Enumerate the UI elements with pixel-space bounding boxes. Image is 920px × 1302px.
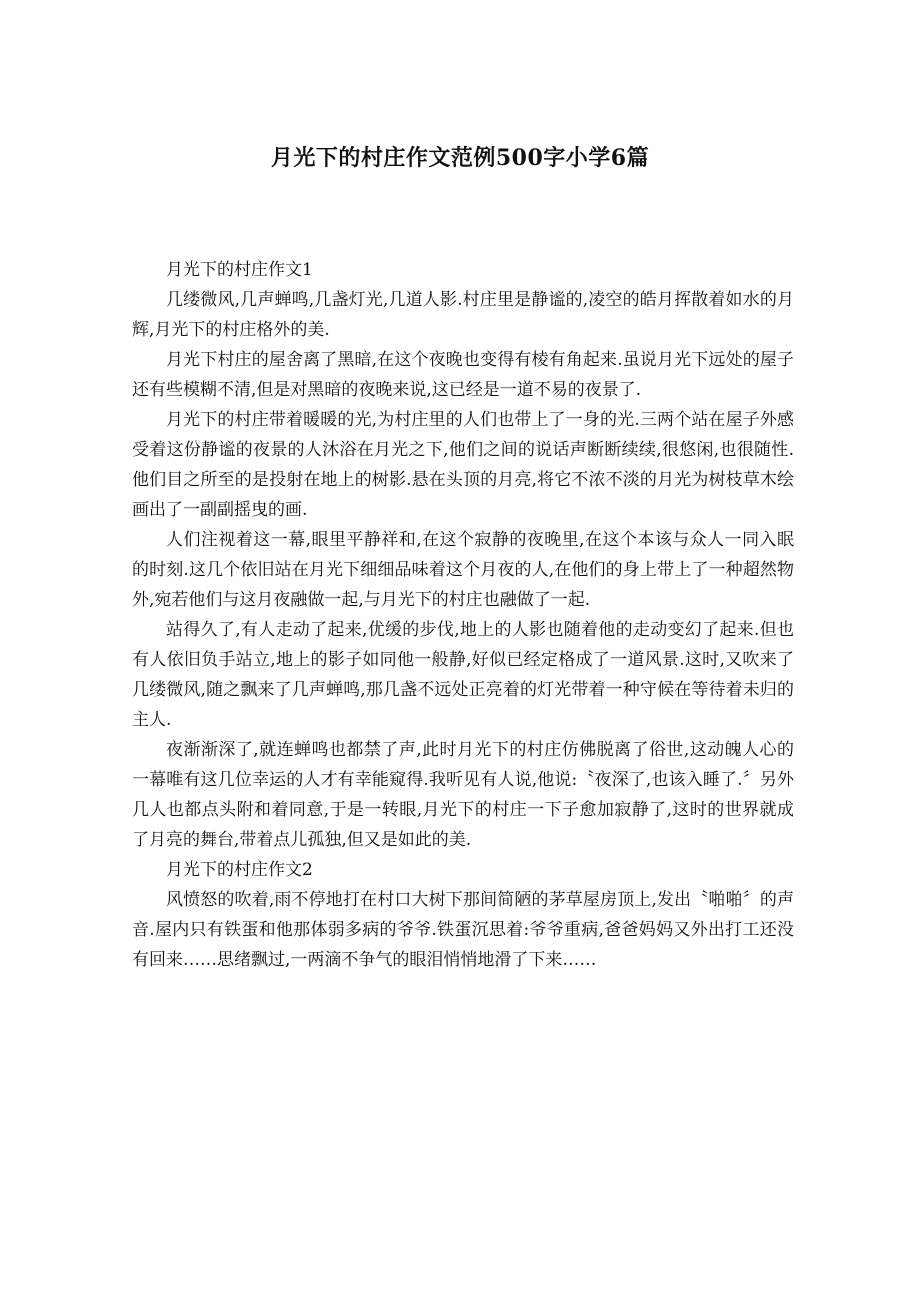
- paragraph: 站得久了,有人走动了起来,优缓的步伐,地上的人影也随着他的走动变幻了起来.但也有人依旧负手站立,地上的影子如同他一般静,好似已经定格成了一道风景.这时,又吹来了几缕微风,随之飘来了几声蝉鸣,那几盏不远处正亮着的灯光带着一种守候在等待着未归的主人.: [132, 620, 794, 730]
- document-title: 月光下的村庄作文范例500字小学6篇: [270, 145, 650, 171]
- section-heading: 月光下的村庄作文1: [166, 260, 313, 280]
- paragraph: 人们注视着这一幕,眼里平静祥和,在这个寂静的夜晚里,在这个本该与众人一同入眠的时刻.这几个依旧站在月光下细细品味着这个月夜的人,在他们的身上带上了一种超然物外,宛若他们与这月夜融做一起,与月光下的村庄也融做了一起.: [132, 530, 794, 610]
- document-body: [132, 255, 794, 975]
- paragraph: 夜渐渐深了,就连蝉鸣也都禁了声,此时月光下的村庄仿佛脱离了俗世,这动魄人心的一幕唯有这几位幸运的人才有幸能窥得.我听见有人说,他说:〝夜深了,也该入睡了.〞另外几人也都点头附和着同意,于是一转眼,月光下的村庄一下子愈加寂静了,这时的世界就成了月亮的舞台,带着点儿孤独,但又是如此的美.: [132, 740, 794, 850]
- paragraph: 风愤怒的吹着,雨不停地打在村口大树下那间简陋的茅草屋房顶上,发出〝啪啪〞的声音.屋内只有铁蛋和他那体弱多病的爷爷.铁蛋沉思着:爷爷重病,爸爸妈妈又外出打工还没有回来……思绪飘过,一两滴不争气的眼泪悄悄地滑了下来……: [132, 890, 794, 970]
- paragraph: 月光下的村庄带着暖暖的光,为村庄里的人们也带上了一身的光.三两个站在屋子外感受着这份静谧的夜景的人沐浴在月光之下,他们之间的说话声断断续续,很悠闲,也很随性.他们目之所至的是投射在地上的树影.悬在头顶的月亮,将它不浓不淡的月光为树枝草木绘画出了一副副摇曳的画.: [132, 410, 794, 520]
- paragraph: 几缕微风,几声蝉鸣,几盏灯光,几道人影.村庄里是静谧的,凌空的皓月挥散着如水的月辉,月光下的村庄格外的美.: [132, 290, 794, 340]
- paragraph: 月光下村庄的屋舍离了黑暗,在这个夜晚也变得有棱有角起来.虽说月光下远处的屋子还有些模糊不清,但是对黑暗的夜晚来说,这已经是一道不易的夜景了.: [132, 350, 794, 400]
- section-heading: 月光下的村庄作文2: [166, 860, 313, 880]
